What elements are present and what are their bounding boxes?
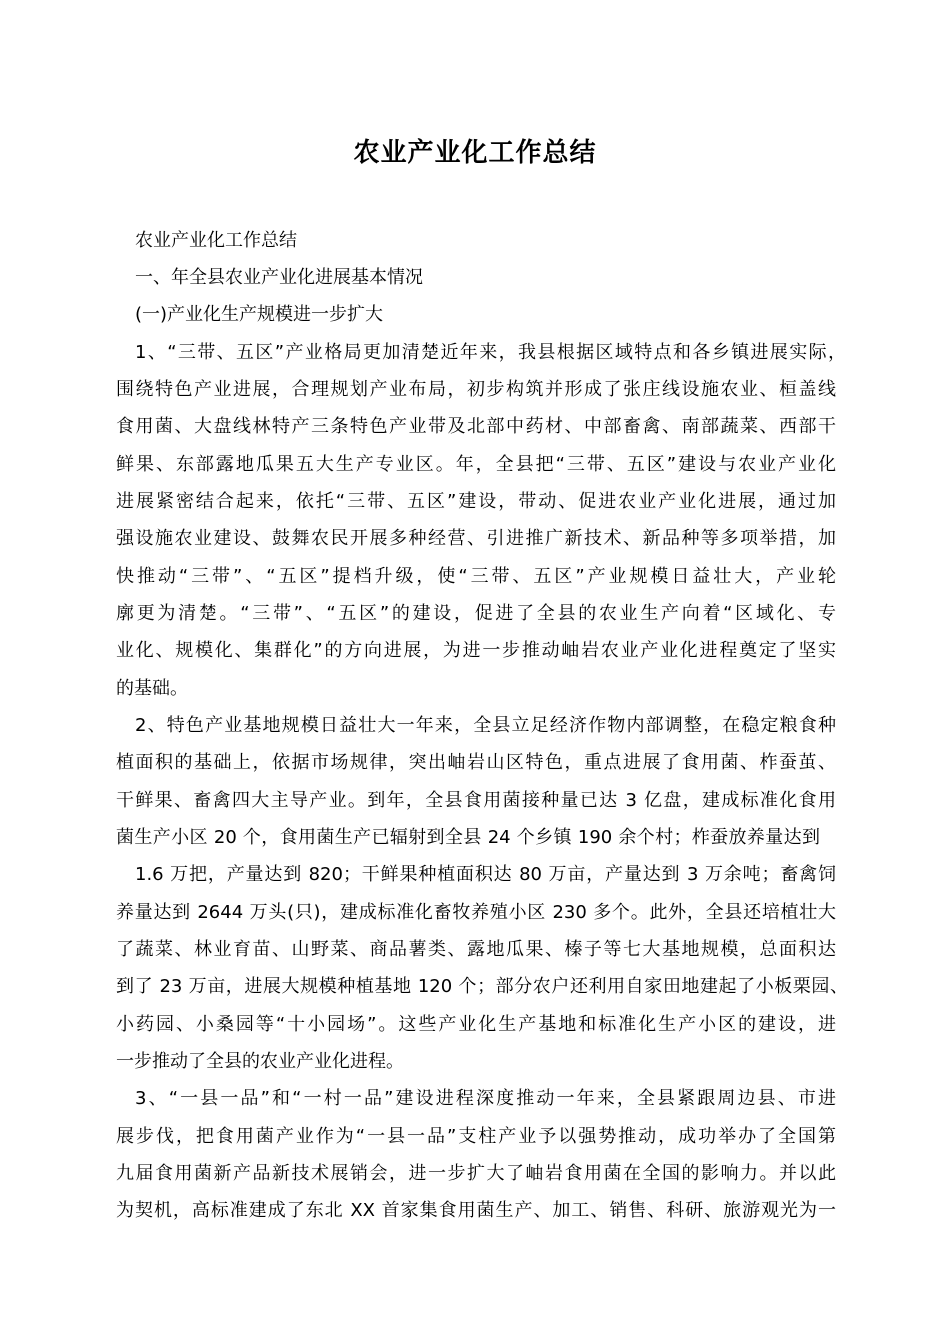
paragraph-line: 快推动“三带”、“五区”提档升级，使“三带、五区”产业规模日益壮大，产业轮 <box>116 566 836 587</box>
paragraph-line: 围绕特色产业进展，合理规划产业布局，初步构筑并形成了张庄线设施农业、桓盖线 <box>116 379 836 400</box>
section-heading: 一、年全县农业产业化进展基本情况 <box>135 267 423 288</box>
paragraph-line: 到了 23 万亩，进展大规模种植基地 120 个；部分农户还利用自家田地建起了小板栗园、 <box>116 976 848 997</box>
paragraph-line: 展步伐，把食用菌产业作为“一县一品”支柱产业予以强势推动，成功举办了全国第 <box>116 1126 836 1147</box>
paragraph-line: 食用菌、大盘线林特产三条特色产业带及北部中药材、中部畜禽、南部蔬菜、西部干 <box>116 416 836 437</box>
paragraph-line: 3、“一县一品”和“一村一品”建设进程深度推动一年来，全县紧跟周边县、市进 <box>135 1088 836 1109</box>
subtitle-line: 农业产业化工作总结 <box>135 230 297 251</box>
paragraph-line: 为契机，高标准建成了东北 XX 首家集食用菌生产、加工、销售、科研、旅游观光为一 <box>116 1200 836 1221</box>
paragraph-line: 养量达到 2644 万头(只)，建成标准化畜牧养殖小区 230 多个。此外，全县还培植壮大 <box>116 902 836 923</box>
paragraph-line: 2、特色产业基地规模日益壮大一年来，全县立足经济作物内部调整，在稳定粮食种 <box>135 715 836 736</box>
paragraph-line: 强设施农业建设、鼓舞农民开展多种经营、引进推广新技术、新品种等多项举措，加 <box>116 528 836 549</box>
paragraph-line: 1.6 万把，产量达到 820；干鲜果种植面积达 80 万亩，产量达到 3 万余吨；畜禽饲 <box>135 864 836 885</box>
paragraph-line: 植面积的基础上，依据市场规律，突出岫岩山区特色，重点进展了食用菌、柞蚕茧、 <box>116 752 836 773</box>
paragraph-line: 的基础。 <box>116 678 188 699</box>
paragraph-line: 一步推动了全县的农业产业化进程。 <box>116 1051 404 1072</box>
paragraph-line: 小药园、小桑园等“十小园场”。这些产业化生产基地和标准化生产小区的建设，进 <box>116 1014 836 1035</box>
subsection-heading: (一)产业化生产规模进一步扩大 <box>135 304 384 325</box>
paragraph-line: 九届食用菌新产品新技术展销会，进一步扩大了岫岩食用菌在全国的影响力。并以此 <box>116 1163 836 1184</box>
paragraph-line: 业化、规模化、集群化”的方向进展，为进一步推动岫岩农业产业化进程奠定了坚实 <box>116 640 836 661</box>
paragraph-line: 鲜果、东部露地瓜果五大生产专业区。年，全县把“三带、五区”建设与农业产业化 <box>116 454 836 475</box>
paragraph-line: 干鲜果、畜禽四大主导产业。到年，全县食用菌接种量已达 3 亿盘，建成标准化食用 <box>116 790 836 811</box>
paragraph-line: 菌生产小区 20 个，食用菌生产已辐射到全县 24 个乡镇 190 余个村；柞蚕放养量达到 <box>116 827 820 848</box>
paragraph-line: 1、“三带、五区”产业格局更加清楚近年来，我县根据区域特点和各乡镇进展实际， <box>135 342 846 363</box>
paragraph-line: 了蔬菜、林业育苗、山野菜、商品薯类、露地瓜果、榛子等七大基地规模，总面积达 <box>116 939 836 960</box>
paragraph-line: 廓更为清楚。“三带”、“五区”的建设，促进了全县的农业生产向着“区域化、专 <box>116 603 836 624</box>
document-title: 农业产业化工作总结 <box>353 138 597 168</box>
paragraph-line: 进展紧密结合起来，依托“三带、五区”建设，带动、促进农业产业化进展，通过加 <box>116 491 836 512</box>
